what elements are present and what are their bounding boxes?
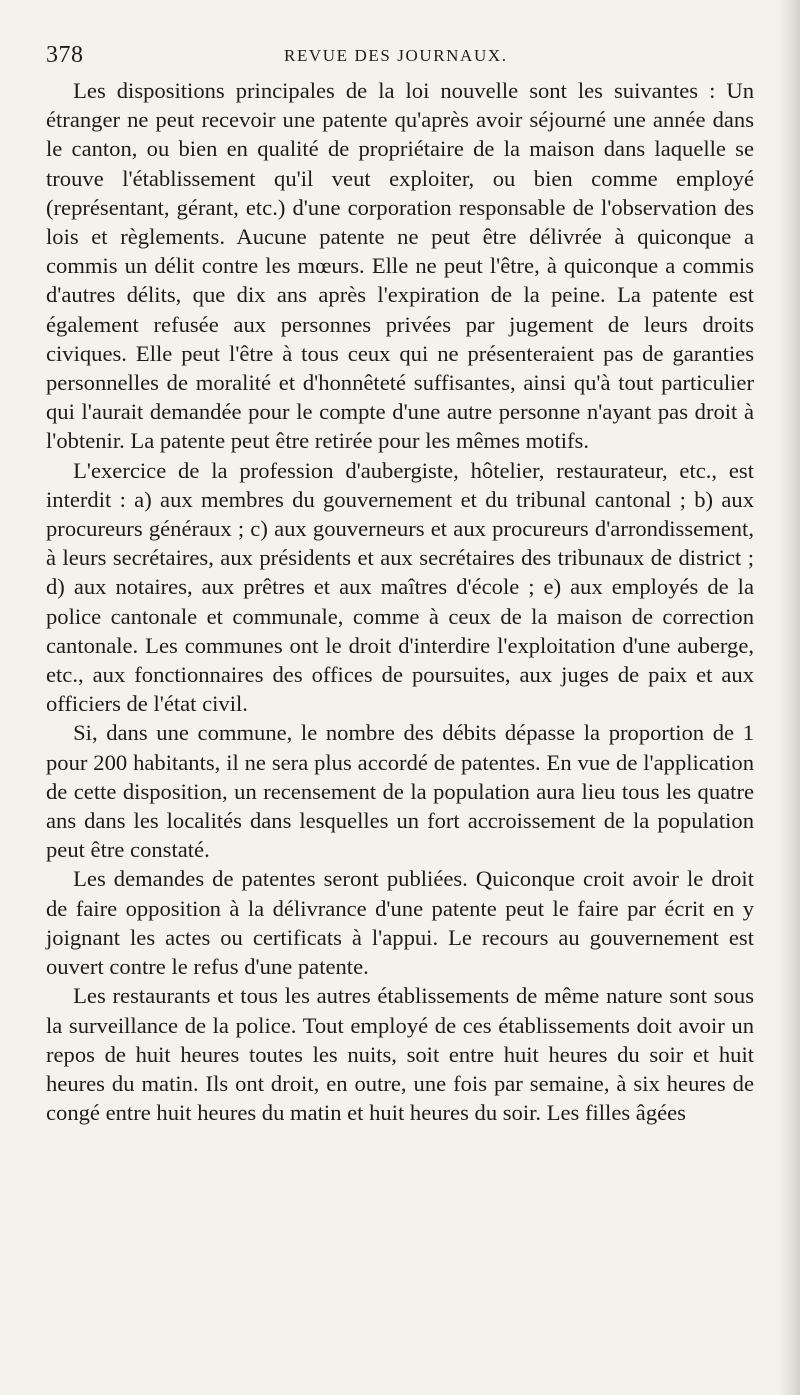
page-edge-shadow bbox=[778, 0, 800, 1395]
body-text bbox=[46, 76, 754, 1127]
page-header bbox=[46, 36, 754, 76]
paragraph-demandes: Les demandes de patentes seront publiées. Quiconque croit avoir le droit de faire opposition à la délivrance d'une patente peut le faire par écrit en y joignant les actes ou certificats à l'appui. Le recours au gouvernement est ouvert contre le refus d'une patente. bbox=[46, 866, 754, 980]
paragraph-dispositions: Les dispositions principales de la loi nouvelle sont les suivantes : Un étranger ne peut recevoir une patente qu'après avoir séjourné une année dans le canton, ou bien en qualité de propriétaire de la maison dans laquelle se trouve l'établissement qu'il veut exploiter, ou bien comme employé (représentant, gérant, etc.) d'une corporation responsable de l'observation des lois et règlements. Aucune patente ne peut être délivrée à quiconque a commis un délit contre les mœurs. Elle ne peut l'être, à quiconque a commis d'autres délits, que dix ans après l'expiration de la peine. La patente est également refusée aux personnes privées par jugement de leurs droits civiques. Elle peut l'être à tous ceux qui ne présenteraient pas de garanties personnelles de moralité et d'honnêteté suffisantes, ainsi qu'à tout particulier qui l'aurait demandée pour le compte d'une autre personne n'ayant pas droit à l'obtenir. La patente peut être retirée pour les mêmes motifs. bbox=[46, 78, 754, 454]
paragraph-nombre-debits: Si, dans une commune, le nombre des débits dépasse la proportion de 1 pour 200 habitants, il ne sera plus accordé de patentes. En vue de l'application de cette disposition, un recensement de la population aura lieu tous les quatre ans dans les localités dans lesquelles un fort accroissement de la population peut être constaté. bbox=[46, 720, 754, 863]
page-number: 378 bbox=[46, 42, 84, 68]
paragraph-restaurants: Les restaurants et tous les autres établissements de même nature sont sous la surveillance de la police. Tout employé de ces établissements doit avoir un repos de huit heures toutes les nuits, soit entre huit heures du soir et huit heures du matin. Ils ont droit, en outre, une fois par semaine, à six heures de congé entre huit heures du matin et huit heures du soir. Les filles âgées bbox=[46, 983, 754, 1126]
running-title: REVUE DES JOURNAUX. bbox=[284, 46, 508, 65]
paragraph-exercice: L'exercice de la profession d'aubergiste, hôtelier, restaurateur, etc., est interdit : a) aux membres du gouvernement et du tribunal cantonal ; b) aux procureurs généraux ; c) aux gouverneurs et aux procureurs d'arrondissement, à leurs secrétaires, aux présidents et aux secrétaires des tribunaux de district ; d) aux notaires, aux prêtres et aux maîtres d'école ; e) aux employés de la police cantonale et communale, comme à ceux de la maison de correction cantonale. Les communes ont le droit d'interdire l'exploitation d'une auberge, etc., aux fonctionnaires des offices de poursuites, aux juges de paix et aux officiers de l'état civil. bbox=[46, 457, 754, 717]
